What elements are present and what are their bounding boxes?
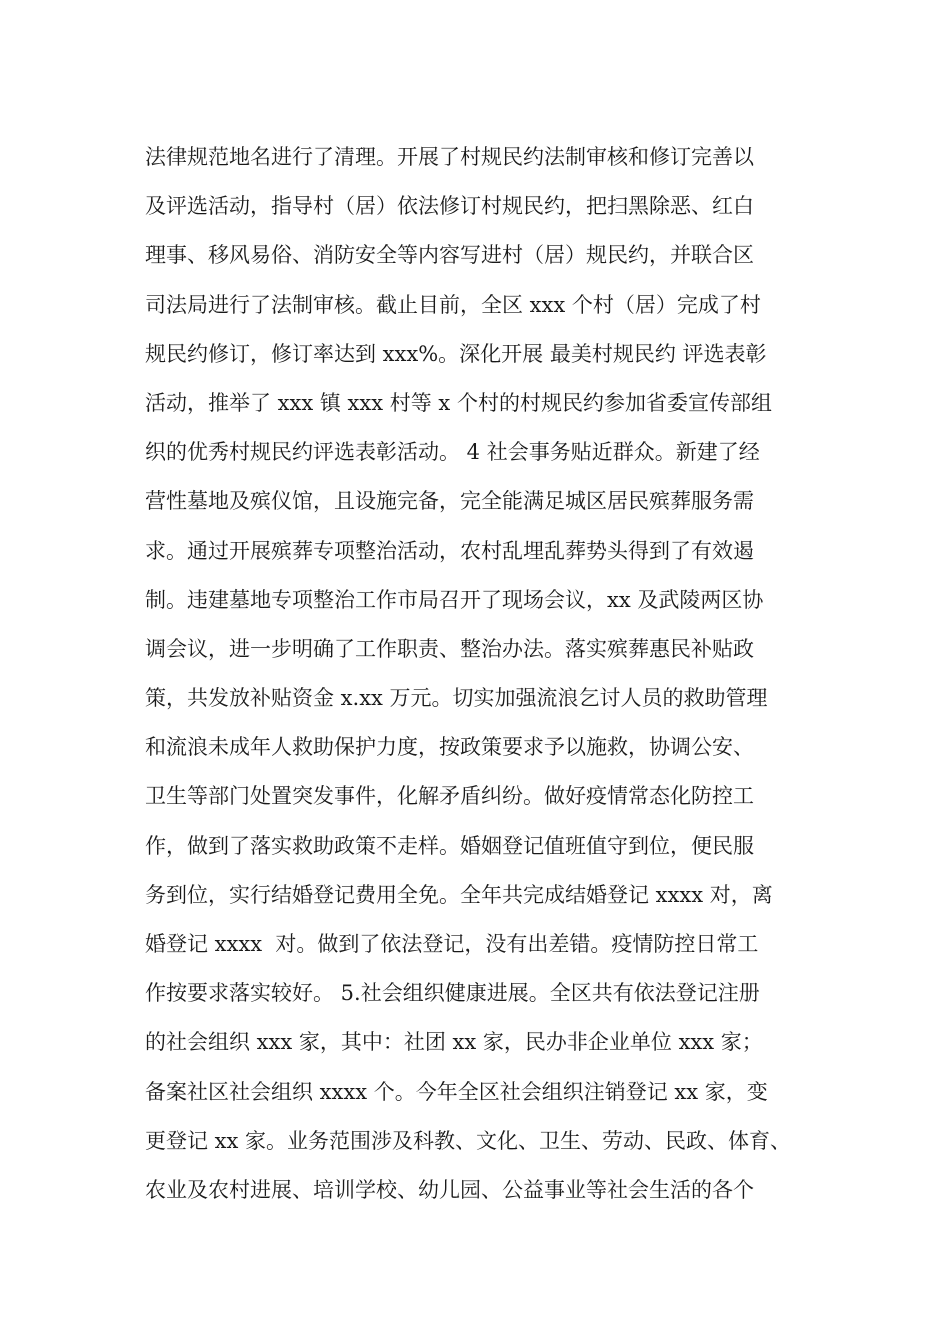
- text-line: 农业及农村进展、培训学校、幼儿园、公益事业等社会生活的各个: [145, 1177, 754, 1202]
- text-line: 活动，推举了 xxx 镇 xxx 村等 x 个村的村规民约参加省委宣传部组: [145, 390, 772, 415]
- text-line: 备案社区社会组织 xxxx 个。今年全区社会组织注销登记 xx 家，变: [145, 1079, 768, 1104]
- text-line: 调会议，进一步明确了工作职责、整治办法。落实殡葬惠民补贴政: [145, 636, 754, 661]
- text-line: 理事、移风易俗、消防安全等内容写进村（居）规民约，并联合区: [145, 243, 754, 268]
- text-line: 求。通过开展殡葬专项整治活动，农村乱埋乱葬势头得到了有效遏: [145, 538, 754, 563]
- text-line: 和流浪未成年人救助保护力度，按政策要求予以施救，协调公安、: [145, 735, 754, 760]
- text-line: 制。违建墓地专项整治工作市局召开了现场会议，xx 及武陵两区协: [145, 587, 764, 612]
- text-line: 法律规范地名进行了清理。开展了村规民约法制审核和修订完善以: [145, 145, 754, 169]
- text-line: 务到位，实行结婚登记费用全免。全年共完成结婚登记 xxxx 对，离: [145, 882, 773, 907]
- text-line: 卫生等部门处置突发事件，化解矛盾纠纷。做好疫情常态化防控工: [145, 784, 754, 809]
- text-line: 及评选活动，指导村（居）依法修订村规民约，把扫黑除恶、红白: [145, 194, 754, 219]
- text-line: 更登记 xx 家。业务范围涉及科教、文化、卫生、劳动、民政、体育、: [145, 1128, 792, 1153]
- text-line: 作，做到了落实救助政策不走样。婚姻登记值班值守到位，便民服: [145, 833, 754, 858]
- text-line: 婚登记 xxxx 对。做到了依法登记，没有出差错。疫情防控日常工: [145, 932, 759, 956]
- text-line: 规民约修订，修订率达到 xxx%。深化开展 最美村规民约 评选表彰: [145, 341, 767, 366]
- text-line: 织的优秀村规民约评选表彰活动。 4 社会事务贴近群众。新建了经: [145, 440, 760, 465]
- text-line: 的社会组织 xxx 家，其中：社团 xx 家，民办非企业单位 xxx 家；: [145, 1030, 763, 1055]
- text-line: 作按要求落实较好。 5.社会组织健康进展。全区共有依法登记注册: [145, 981, 760, 1006]
- body-text: [145, 133, 835, 1215]
- text-line: 策，共发放补贴资金 x.xx 万元。切实加强流浪乞讨人员的救助管理: [145, 686, 768, 711]
- text-line: 司法局进行了法制审核。截止目前，全区 xxx 个村（居）完成了村: [145, 292, 761, 317]
- text-line: 营性墓地及殡仪馆，且设施完备，完全能满足城区居民殡葬服务需: [145, 489, 754, 514]
